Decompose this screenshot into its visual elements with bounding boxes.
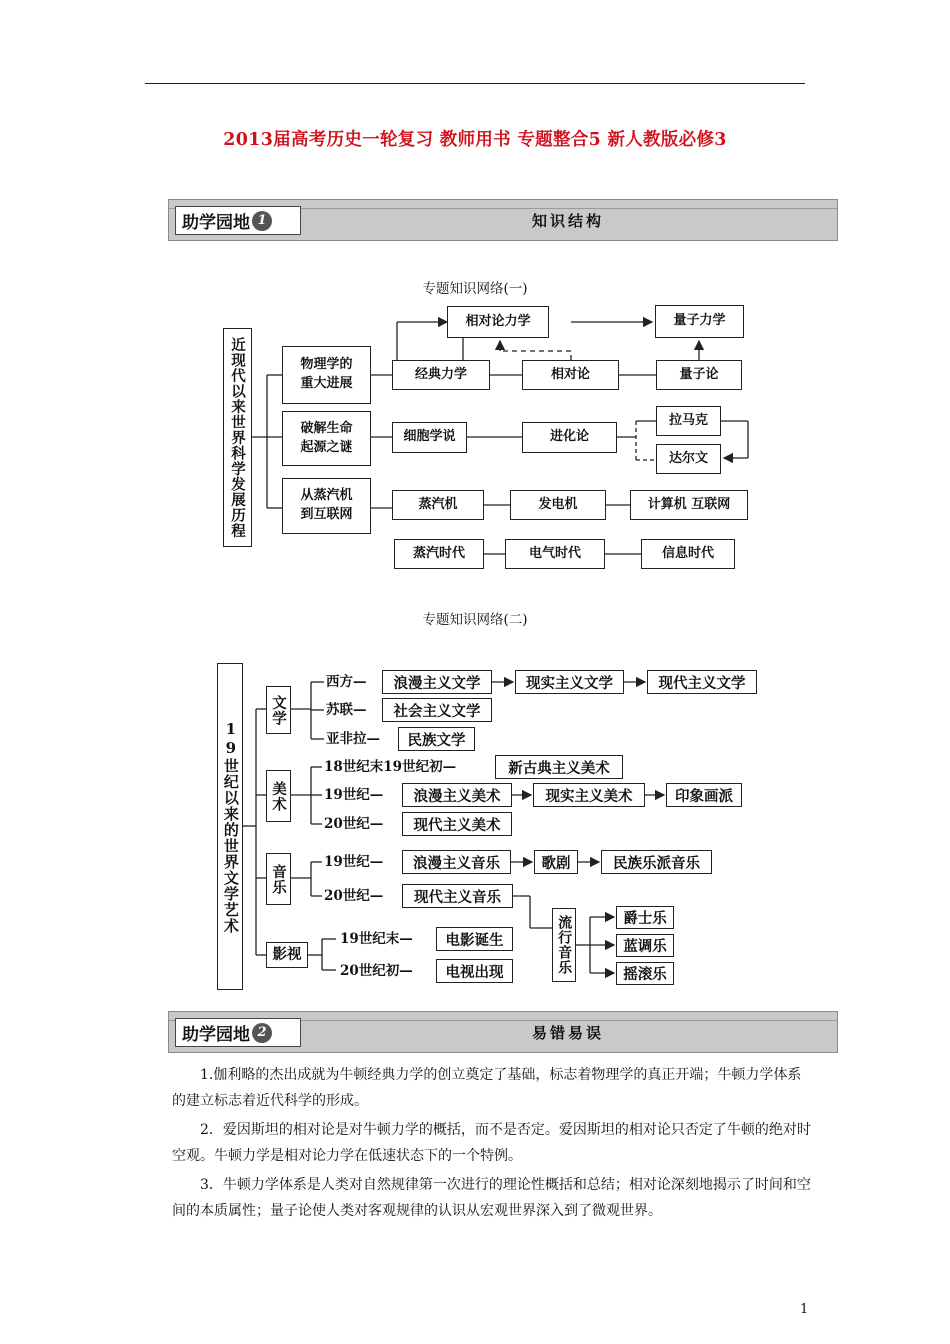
diagram2-root: 19世纪以来的世界文学艺术 xyxy=(217,663,243,990)
branch-physics-label: 物理学的重大进展 xyxy=(300,357,353,391)
node-impressionism: 印象画派 xyxy=(666,783,742,807)
node-evolution: 进化论 xyxy=(522,422,617,453)
node-romantic-art: 浪漫主义美术 xyxy=(402,783,512,807)
document-title: 2013届高考历史一轮复习 教师用书 专题整合5 新人教版必修3 xyxy=(223,130,727,150)
node-neoclassical-art: 新古典主义美术 xyxy=(495,755,623,779)
category-art: 美术 xyxy=(266,770,291,822)
label-afro-asia-latin: 亚非拉— xyxy=(326,731,380,747)
label-18c-end-19c-start: 18世纪末19世纪初— xyxy=(324,759,457,775)
diagram1-root: 近现代以来世界科学发展历程 xyxy=(223,328,252,547)
node-classical-mechanics: 经典力学 xyxy=(392,360,490,390)
node-info-age: 信息时代 xyxy=(641,539,735,569)
page-number: 1 xyxy=(800,1302,809,1317)
node-realist-art: 现实主义美术 xyxy=(533,783,645,807)
label-20c-music: 20世纪— xyxy=(324,888,384,904)
node-modernist-literature: 现代主义文学 xyxy=(647,670,757,694)
banner-text-2: 易错易误 xyxy=(531,1024,604,1042)
diagram1-caption: 专题知识网络(一) xyxy=(422,281,528,297)
label-19c-end: 19世纪末— xyxy=(340,931,413,947)
node-film-birth: 电影诞生 xyxy=(436,927,513,951)
node-computer-internet: 计算机 互联网 xyxy=(630,490,748,520)
node-lamarck: 拉马克 xyxy=(656,406,721,436)
label-20c-start: 20世纪初— xyxy=(340,963,413,979)
node-modernist-music: 现代主义音乐 xyxy=(402,884,513,908)
label-west: 西方— xyxy=(326,674,367,690)
branch-tech-label: 从蒸汽机到互联网 xyxy=(300,488,353,522)
node-relativity-mechanics: 相对论力学 xyxy=(447,306,549,338)
node-rock: 摇滚乐 xyxy=(616,962,674,985)
node-romantic-literature: 浪漫主义文学 xyxy=(382,670,492,694)
note-paragraph-1: 1.伽利略的杰出成就为牛顿经典力学的创立奠定了基础，标志着物理学的真正开端；牛顿力学体系的建立标志着近代科学的形成。 xyxy=(172,1067,802,1109)
node-opera: 歌剧 xyxy=(534,850,578,874)
label-19c-music: 19世纪— xyxy=(324,854,384,870)
notes-section xyxy=(172,1062,812,1224)
badge-number: 1 xyxy=(252,211,272,231)
badge-label: 助学园地 xyxy=(182,213,250,233)
node-socialist-literature: 社会主义文学 xyxy=(382,698,492,722)
node-realist-literature: 现实主义文学 xyxy=(515,670,624,694)
banner-text-1: 知识结构 xyxy=(531,212,604,230)
note-paragraph-3: 3．牛顿力学体系是人类对自然规律第一次进行的理论性概括和总结；相对论深刻地揭示了时间和空间的本质属性；量子论使人类对客观规律的认识从宏观世界深入到了微观世界。 xyxy=(172,1177,811,1219)
node-steam-engine: 蒸汽机 xyxy=(392,490,484,520)
category-film: 影视 xyxy=(266,942,308,968)
label-ussr: 苏联— xyxy=(326,702,367,718)
badge-number: 2 xyxy=(252,1023,272,1043)
node-electric-age: 电气时代 xyxy=(505,539,605,569)
node-tv-appears: 电视出现 xyxy=(436,959,513,983)
node-quantum-theory: 量子论 xyxy=(656,360,742,390)
node-steam-age: 蒸汽时代 xyxy=(394,539,484,569)
node-darwin: 达尔文 xyxy=(656,444,721,474)
badge-label: 助学园地 xyxy=(182,1025,250,1045)
section-banner-2 xyxy=(168,1011,838,1053)
node-romantic-music: 浪漫主义音乐 xyxy=(402,850,511,874)
node-blues: 蓝调乐 xyxy=(616,934,674,957)
category-literature: 文学 xyxy=(266,686,291,734)
banner-badge-2 xyxy=(175,1018,301,1047)
node-national-school-music: 民族乐派音乐 xyxy=(601,850,712,874)
category-music: 音乐 xyxy=(266,853,291,905)
note-paragraph-2: 2．爱因斯坦的相对论是对牛顿力学的概括，而不是否定。爱因斯坦的相对论只否定了牛顿的绝对时空观。牛顿力学是相对论力学在低速状态下的一个特例。 xyxy=(172,1122,811,1164)
label-19c-art: 19世纪— xyxy=(324,787,384,803)
node-relativity: 相对论 xyxy=(522,360,619,390)
node-quantum-mechanics: 量子力学 xyxy=(655,305,744,338)
node-generator: 发电机 xyxy=(510,490,606,520)
branch-life-label: 破解生命起源之谜 xyxy=(300,420,353,455)
node-jazz: 爵士乐 xyxy=(616,906,674,929)
node-cell-theory: 细胞学说 xyxy=(392,422,467,453)
node-modernist-art: 现代主义美术 xyxy=(402,812,512,836)
label-20c-art: 20世纪— xyxy=(324,816,384,832)
diagram2-caption: 专题知识网络(二) xyxy=(422,612,528,628)
node-popular-music: 流行音乐 xyxy=(552,908,576,982)
node-national-literature: 民族文学 xyxy=(398,727,475,751)
